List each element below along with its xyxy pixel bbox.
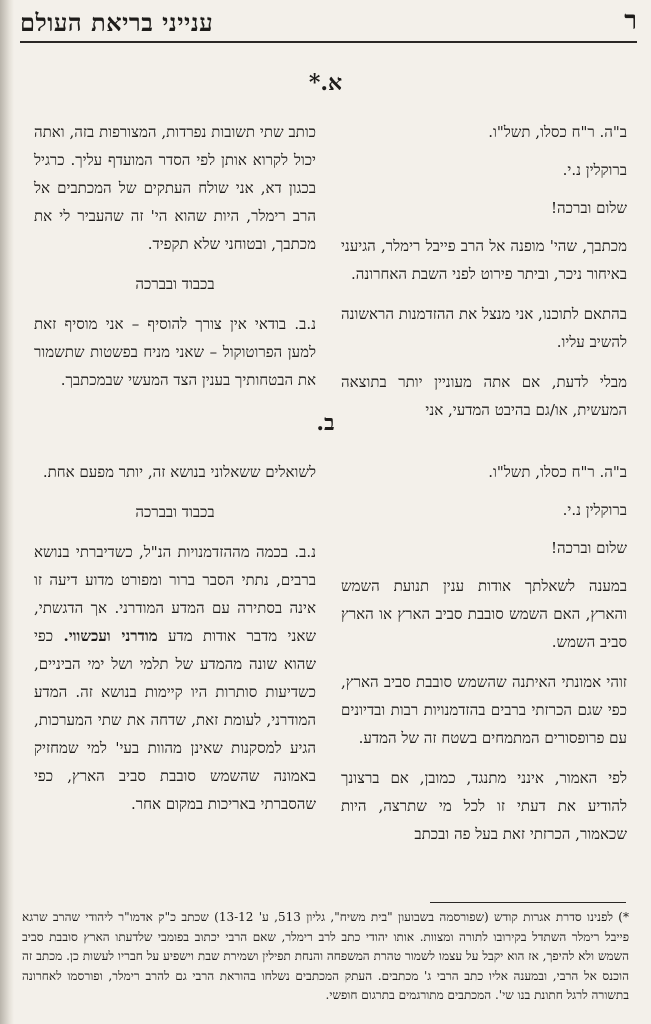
- letter-b-paragraph: במענה לשאלתך אודות ענין תנועת השמש והארץ, האם השמש סובבת סביב הארץ או הארץ סביב השמש.: [341, 577, 627, 651]
- letter-a-closing: בכבוד ובברכה: [135, 275, 215, 293]
- letter-a-postscript: נ.ב. בודאי אין צורך להוסיף – אני מוסיף זאת למען הפרוטוקול – שאני מניח בפשטות שתשמור את הבטחותיך בענין הצד המעשי שבמכתבך.: [34, 315, 316, 389]
- letter-b-postscript: [34, 538, 316, 818]
- letter-a-left-column: [34, 118, 316, 406]
- postscript-emphasis: מודרני ועכשווי.: [63, 627, 158, 645]
- postscript-text: נ.ב. בכמה מההזדמנויות הנ"ל, כשדיברתי בנושא ברבים, נתתי הסבר ברור ומפורט מדוע דיעה זו אינה בסתירה עם המדע המודרני. אך הדגשתי, שאני מדבר אודות מדע: [34, 543, 316, 645]
- letter-a-paragraph: מבלי לדעת, אם אתה מעוניין יותר בתוצאה המעשית, או/גם בהיבט המדעי, אני: [341, 373, 627, 419]
- letter-b-greeting: שלום וברכה!: [550, 539, 627, 557]
- letter-b-paragraph: זוהי אמונתי האיתנה שהשמש סובבת סביב הארץ, כפי שגם הכרזתי ברבים בהזדמנויות רבות ובדיונים עם פרופסורים המתמחים בשטח זה של המדע.: [341, 673, 627, 747]
- section-a-heading: א.*: [308, 70, 343, 96]
- letter-a-paragraph: מכתבך, שהי' מופנה אל הרב פייבל רימלר, הגיעני באיחור ניכר, וביתר פירוט לפני השבת האחרונה.: [341, 237, 627, 283]
- letter-a-paragraph: בהתאם לתוכנו, אני מנצל את ההזדמנות הראשונה להשיב עליו.: [341, 305, 627, 351]
- letter-b-place: ברוקלין נ.י.: [562, 501, 627, 519]
- footnote-rule: [430, 902, 626, 903]
- letter-a-place: ברוקלין נ.י.: [562, 161, 627, 179]
- section-b-heading: ב.: [316, 410, 335, 436]
- letter-a-paragraph: כותב שתי תשובות נפרדות, המצורפות בזה, ואתה יכול לקרוא אותן לפי הסדר המועדף עליך. כרגיל בכגון דא, אני שולח העתקים של המכתבים אל הרב רימלר, היות שהוא הי' זה שהעביר לי את מכתבך, ובטוחני שלא תקפיד.: [34, 123, 316, 253]
- binding-shadow: [0, 0, 14, 1024]
- letter-a-date: ב"ה. ר"ח כסלו, תשל"ו.: [488, 123, 627, 141]
- letter-b-closing: בכבוד ובברכה: [135, 503, 215, 521]
- letter-a-greeting: שלום וברכה!: [550, 199, 627, 217]
- footnote: *) לפנינו סדרת אגרות קודש (שפורסמה בשבועון "בית משיח", גליון 513, ע' 13-12) שכתב כ"ק אדמו"ר ליהודי שהרב שרגא פייבל רימלר השתדל בקירובו לתורה ומצוות. אותו יהודי כתב לרב רימלר, שאם הרבי יכתוב בפומבי שלדעתו הארץ סובבת סביב השמש ולא להיפך, אז הוא יקבל על עצמו לשמור טהרת המשפחה והנחת תפילין ושמירת שבת וישפיע על חבריו לעשות כן. מכתב זה הוכנס אל הרבי, ובמענה אליו כתב הרבי ג' מכתבים. העתק המכתבים נשלחו בהוראת הרבי גם להרב רימלר, ופורסמו לאחרונה בתשורה לרגל חתונת בנו שי'. המכתבים מתורגמים בתרגום חופשי.: [22, 910, 629, 1002]
- letter-b-date: ב"ה. ר"ח כסלו, תשל"ו.: [488, 463, 627, 481]
- letter-b-paragraph: לפי האמור, אינני מתנגד, כמובן, אם ברצונך להודיע את דעתי זו לכל מי שתרצה, היות שכאמור, הכרזתי זאת בעל פה ובכתב: [341, 769, 627, 843]
- postscript-text: כפי שהוא שונה מהמדע של תלמי ושל ימי הביניים, כשדיעות סותרות היו קיימות בנושא זה. המדע המודרני, לעומת זאת, שדחה את שתי המערכות, הגיע למסקנות שאינן מהוות בעי' למי שמחזיק באמונה שהשמש סובבת סביב הארץ, כפי שהסברתי באריכות במקום אחר.: [34, 627, 316, 813]
- letter-b-right-column: [341, 458, 627, 860]
- page-number: ר: [624, 6, 637, 36]
- header-rule: [20, 41, 637, 43]
- running-header: [20, 6, 637, 40]
- letter-b-left-column: [34, 458, 316, 830]
- letter-a-right-column: [341, 118, 627, 436]
- running-title: ענייני בריאת העולם: [20, 8, 214, 37]
- letter-b-paragraph: לשואלים ששאלוני בנושא זה, יותר מפעם אחת.: [42, 463, 316, 481]
